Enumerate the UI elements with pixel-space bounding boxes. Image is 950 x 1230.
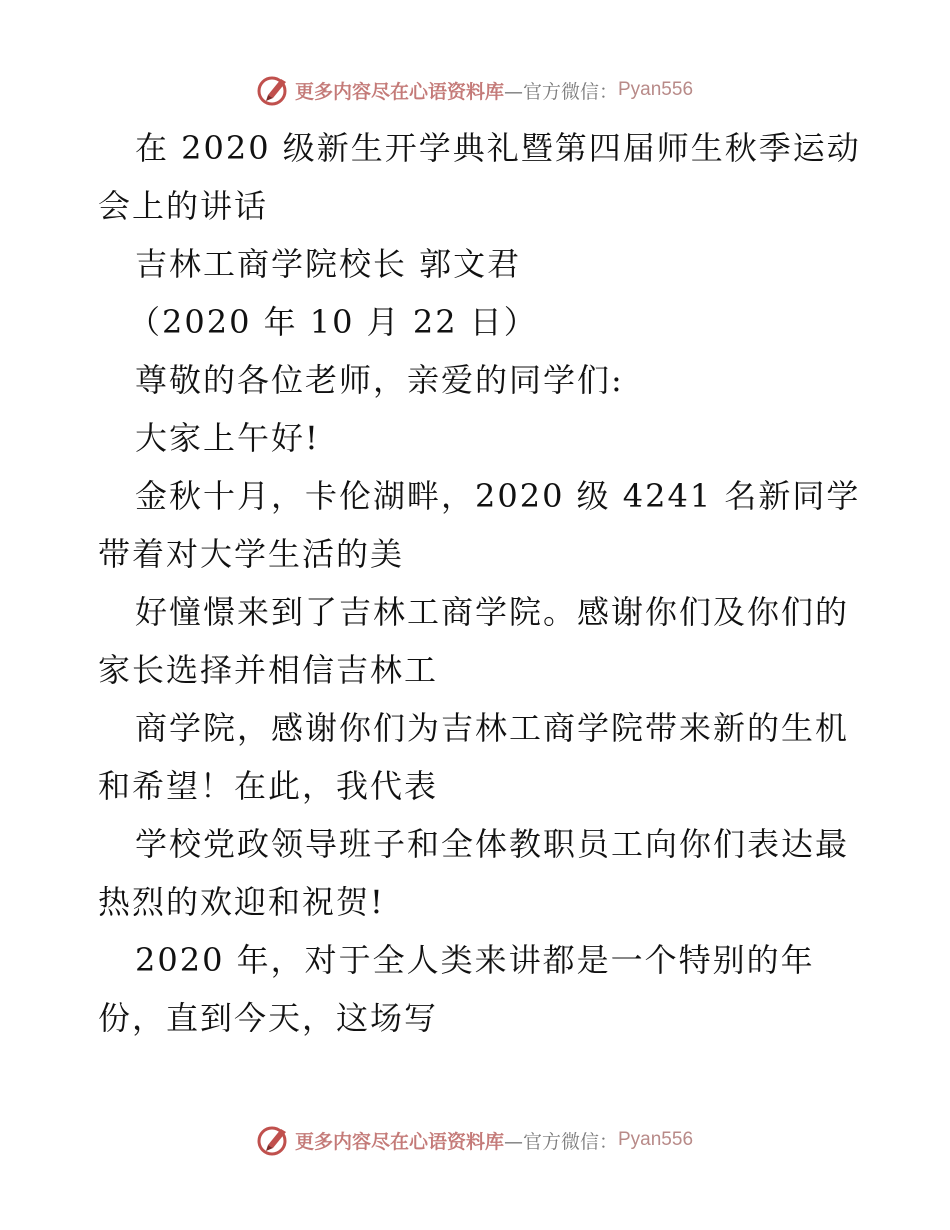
pen-circle-logo-icon	[257, 1123, 291, 1157]
watermark-text-main: 更多内容尽在心语资料库	[294, 1130, 504, 1153]
watermark-text-id: Pyan556	[618, 79, 694, 100]
paragraph-2-line-1: 好憧憬来到了吉林工商学院。感谢你们及你们的	[135, 593, 850, 631]
paragraph-2-line-2: 家长选择并相信吉林工	[98, 651, 439, 689]
salutation-line: 尊敬的各位老师，亲爱的同学们:	[135, 361, 624, 399]
author-line: 吉林工商学院校长 郭文君	[135, 245, 522, 283]
paragraph-1-line-1: 金秋十月，卡伦湖畔，2020 级 4241 名新同学	[135, 477, 861, 515]
greeting-line: 大家上午好!	[135, 419, 320, 457]
paragraph-5-line-2: 份，直到今天，这场写	[98, 999, 439, 1037]
watermark-text-wechat: —官方微信：	[503, 80, 618, 103]
paragraph-3-line-2: 和希望！在此，我代表	[98, 767, 439, 805]
watermark-text-main: 更多内容尽在心语资料库	[294, 80, 504, 103]
watermark-footer	[0, 1120, 950, 1160]
paragraph-3-line-1: 商学院，感谢你们为吉林工商学院带来新的生机	[135, 709, 850, 747]
watermark-text-wechat: —官方微信：	[503, 1130, 618, 1153]
paragraph-4-line-1: 学校党政领导班子和全体教职员工向你们表达最	[135, 825, 850, 863]
watermark-text-id: Pyan556	[618, 1129, 694, 1150]
date-line: （2020 年 10 月 22 日）	[128, 303, 538, 341]
paragraph-5-line-1: 2020 年，对于全人类来讲都是一个特别的年	[135, 941, 815, 979]
title-line-2: 会上的讲话	[98, 187, 269, 225]
paragraph-1-line-2: 带着对大学生活的美	[98, 535, 405, 573]
paragraph-4-line-2: 热烈的欢迎和祝贺!	[98, 883, 385, 921]
title-line-1: 在 2020 级新生开学典礼暨第四届师生秋季运动	[135, 129, 861, 167]
